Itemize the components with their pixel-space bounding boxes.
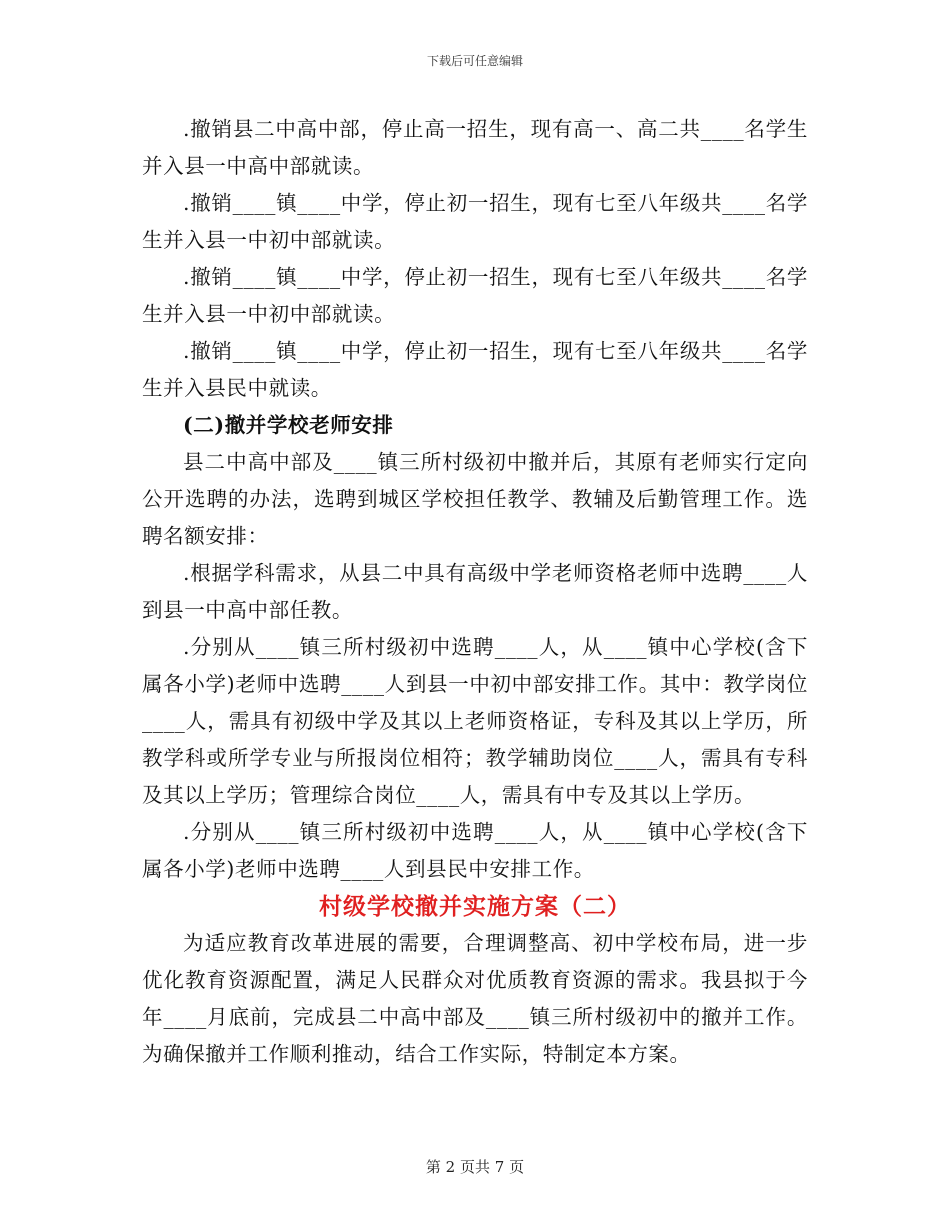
paragraph: .撤销____镇____中学，停止初一招生，现有七至八年级共____名学生并入县民中就读。 xyxy=(142,339,808,400)
paragraph: .分别从____镇三所村级初中选聘____人，从____镇中心学校(含下属各小学)老师中选聘____人到县一中初中部安排工作。其中：教学岗位____人，需具有初级中学及其以上老师资格证，专科及其以上学历，所教学科或所学专业与所报岗位相符；教学辅助岗位____人，需具有专科及其以上学历；管理综合岗位____人，需具有中专及其以上学历。 xyxy=(142,635,808,807)
document-body xyxy=(142,111,808,1073)
paragraph: .根据学科需求，从县二中具有高级中学老师资格老师中选聘____人到县一中高中部任教。 xyxy=(142,561,808,622)
paragraph: 为适应教育改革进展的需要，合理调整高、初中学校布局，进一步优化教育资源配置，满足人民群众对优质教育资源的需求。我县拟于今年____月底前，完成县二中高中部及____镇三所村级初中的撤并工作。为确保撤并工作顺利推动，结合工作实际，特制定本方案。 xyxy=(142,931,808,1066)
paragraph: 县二中高中部及____镇三所村级初中撤并后，其原有老师实行定向公开选聘的办法，选聘到城区学校担任教学、教辅及后勤管理工作。选聘名额安排： xyxy=(142,450,808,548)
page-footer: 第 2 页共 7 页 xyxy=(425,1158,525,1176)
section-subheading: (二)撤并学校老师安排 xyxy=(183,413,394,437)
paragraph: .撤销县二中高中部，停止高一招生，现有高一、高二共____名学生并入县一中高中部就读。 xyxy=(142,117,808,178)
page-header: 下载后可任意编辑 xyxy=(426,54,523,68)
paragraph: .撤销____镇____中学，停止初一招生，现有七至八年级共____名学生并入县一中初中部就读。 xyxy=(142,265,808,326)
paragraph: .分别从____镇三所村级初中选聘____人，从____镇中心学校(含下属各小学)老师中选聘____人到县民中安排工作。 xyxy=(142,820,808,881)
paragraph: .撤销____镇____中学，停止初一招生，现有七至八年级共____名学生并入县一中初中部就读。 xyxy=(142,191,808,252)
section-title: 村级学校撤并实施方案（二） xyxy=(319,893,631,920)
